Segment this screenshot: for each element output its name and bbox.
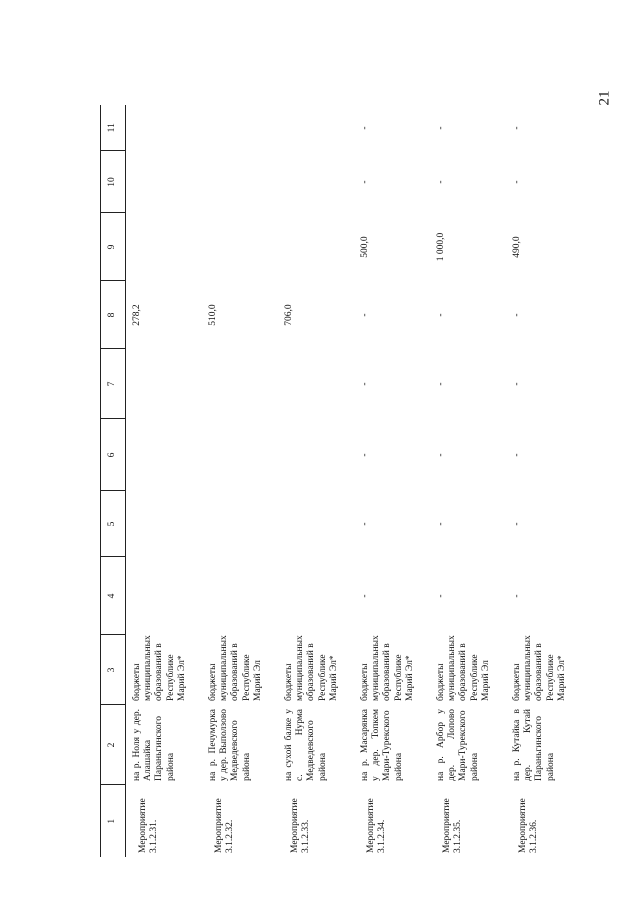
value-cell-6: - [436,453,446,457]
value-cell-11: - [436,126,446,130]
value-cell-6 [126,419,203,491]
value-cell-5 [126,491,203,557]
location-cell [202,705,278,785]
rotated-table-sheet [100,105,567,857]
value-cell-7: - [512,382,522,386]
measure-id-cell: Мероприятие 3.1.2.33. [290,798,312,853]
location-line: на р. Кутайка в дер. Кутай [512,709,534,781]
col-header-3: 3 [101,635,126,705]
location-text [208,709,253,781]
col-header-5: 5 [101,491,126,557]
location-line: на сухой балке у с. Нурма [284,709,306,781]
value-cell-4 [126,557,203,635]
value-cell-10 [278,151,354,213]
location-cell [506,705,582,785]
location-district: Параньгинского района [154,715,176,781]
measure-id-cell: Мероприятие 3.1.2.36. [518,798,540,853]
measure-id-cell: Мероприятие 3.1.2.34. [366,798,388,853]
funding-source-cell: бюджеты муниципальных образований в Республике Марий Эл* [132,635,187,701]
col-header-2: 2 [101,705,126,785]
value-cell-8: - [360,313,370,317]
value-cell-7: - [360,382,370,386]
col-header-10: 10 [101,151,126,213]
location-text [512,709,557,781]
table-row [202,105,278,857]
value-cell-7 [126,349,203,419]
value-cell-8: - [512,313,522,317]
location-district: Мари-Турекского района [458,710,480,781]
table-row [126,105,203,857]
location-district: Параньгинского района [534,715,556,781]
value-cell-11 [202,105,278,151]
funding-source-cell: бюджеты муниципальных образований в Республике Марий Эл* [360,635,415,701]
value-cell-8: 278,2 [132,304,142,326]
col-header-6: 6 [101,419,126,491]
funding-source-cell: бюджеты муниципальных образований в Республике Марий Эл* [284,635,339,701]
value-cell-7: - [436,382,446,386]
location-district: Мари-Турекского района [382,710,404,781]
value-cell-6: - [512,453,522,457]
value-cell-9: 500,0 [360,236,370,258]
table-row [506,105,582,857]
table-row [430,105,506,857]
value-cell-4: - [436,594,446,598]
value-cell-11: - [360,126,370,130]
value-cell-8: 510,0 [208,304,218,326]
funding-source-cell: бюджеты муниципальных образований в Республике Марий Эл [208,635,263,701]
col-header-9: 9 [101,213,126,281]
value-cell-9 [126,213,203,281]
measure-id-cell: Мероприятие 3.1.2.35. [442,798,464,853]
value-cell-10: - [512,180,522,184]
value-cell-6 [278,419,354,491]
value-cell-10 [126,151,203,213]
value-cell-9 [278,213,354,281]
location-text [132,709,177,781]
value-cell-8: 706,0 [284,304,294,326]
value-cell-5: - [360,522,370,526]
value-cell-5: - [512,522,522,526]
value-cell-8: - [436,313,446,317]
location-cell [430,705,506,785]
location-district: Медведевского района [230,720,252,781]
value-cell-10: - [360,180,370,184]
location-text [360,709,405,781]
col-header-4: 4 [101,557,126,635]
location-district: Медведевского района [306,720,328,781]
table-body [126,105,583,857]
location-line: на р. Арбор у дер. Лопово [436,709,458,781]
location-cell [278,705,354,785]
value-cell-11 [278,105,354,151]
col-header-1: 1 [101,785,126,857]
value-cell-4: - [360,594,370,598]
col-header-8: 8 [101,281,126,349]
value-cell-10: - [436,180,446,184]
col-header-11: 11 [101,105,126,151]
page-number: 21 [596,90,613,106]
funding-source-cell: бюджеты муниципальных образований в Республике Марий Эл* [512,635,567,701]
value-cell-11: - [512,126,522,130]
funding-source-cell: бюджеты муниципальных образований в Республике Марий Эл [436,635,491,701]
value-cell-4: - [512,594,522,598]
value-cell-4 [278,557,354,635]
value-cell-7 [202,349,278,419]
location-line: на р. Масарянка у дер. Топкем [360,709,382,781]
measures-table [100,105,582,857]
value-cell-11 [126,105,203,151]
location-cell [126,705,203,785]
location-cell [354,705,430,785]
table-row [354,105,430,857]
location-text [284,709,329,781]
value-cell-9 [202,213,278,281]
location-line: на р. Ноля у дер. Алашайка [132,709,154,781]
header-row [101,105,126,857]
location-line: на р. Печумурка у дер. Выползово [208,709,230,781]
value-cell-5: - [436,522,446,526]
value-cell-7 [278,349,354,419]
value-cell-4 [202,557,278,635]
value-cell-5 [202,491,278,557]
value-cell-9: 490,0 [512,236,522,258]
table-row [278,105,354,857]
measure-id-cell: Мероприятие 3.1.2.32. [214,798,236,853]
measure-id-cell: Мероприятие 3.1.2.31. [138,798,160,853]
value-cell-6 [202,419,278,491]
value-cell-6: - [360,453,370,457]
location-text [436,709,481,781]
value-cell-5 [278,491,354,557]
value-cell-9: 1 000,0 [436,232,446,262]
value-cell-10 [202,151,278,213]
col-header-7: 7 [101,349,126,419]
